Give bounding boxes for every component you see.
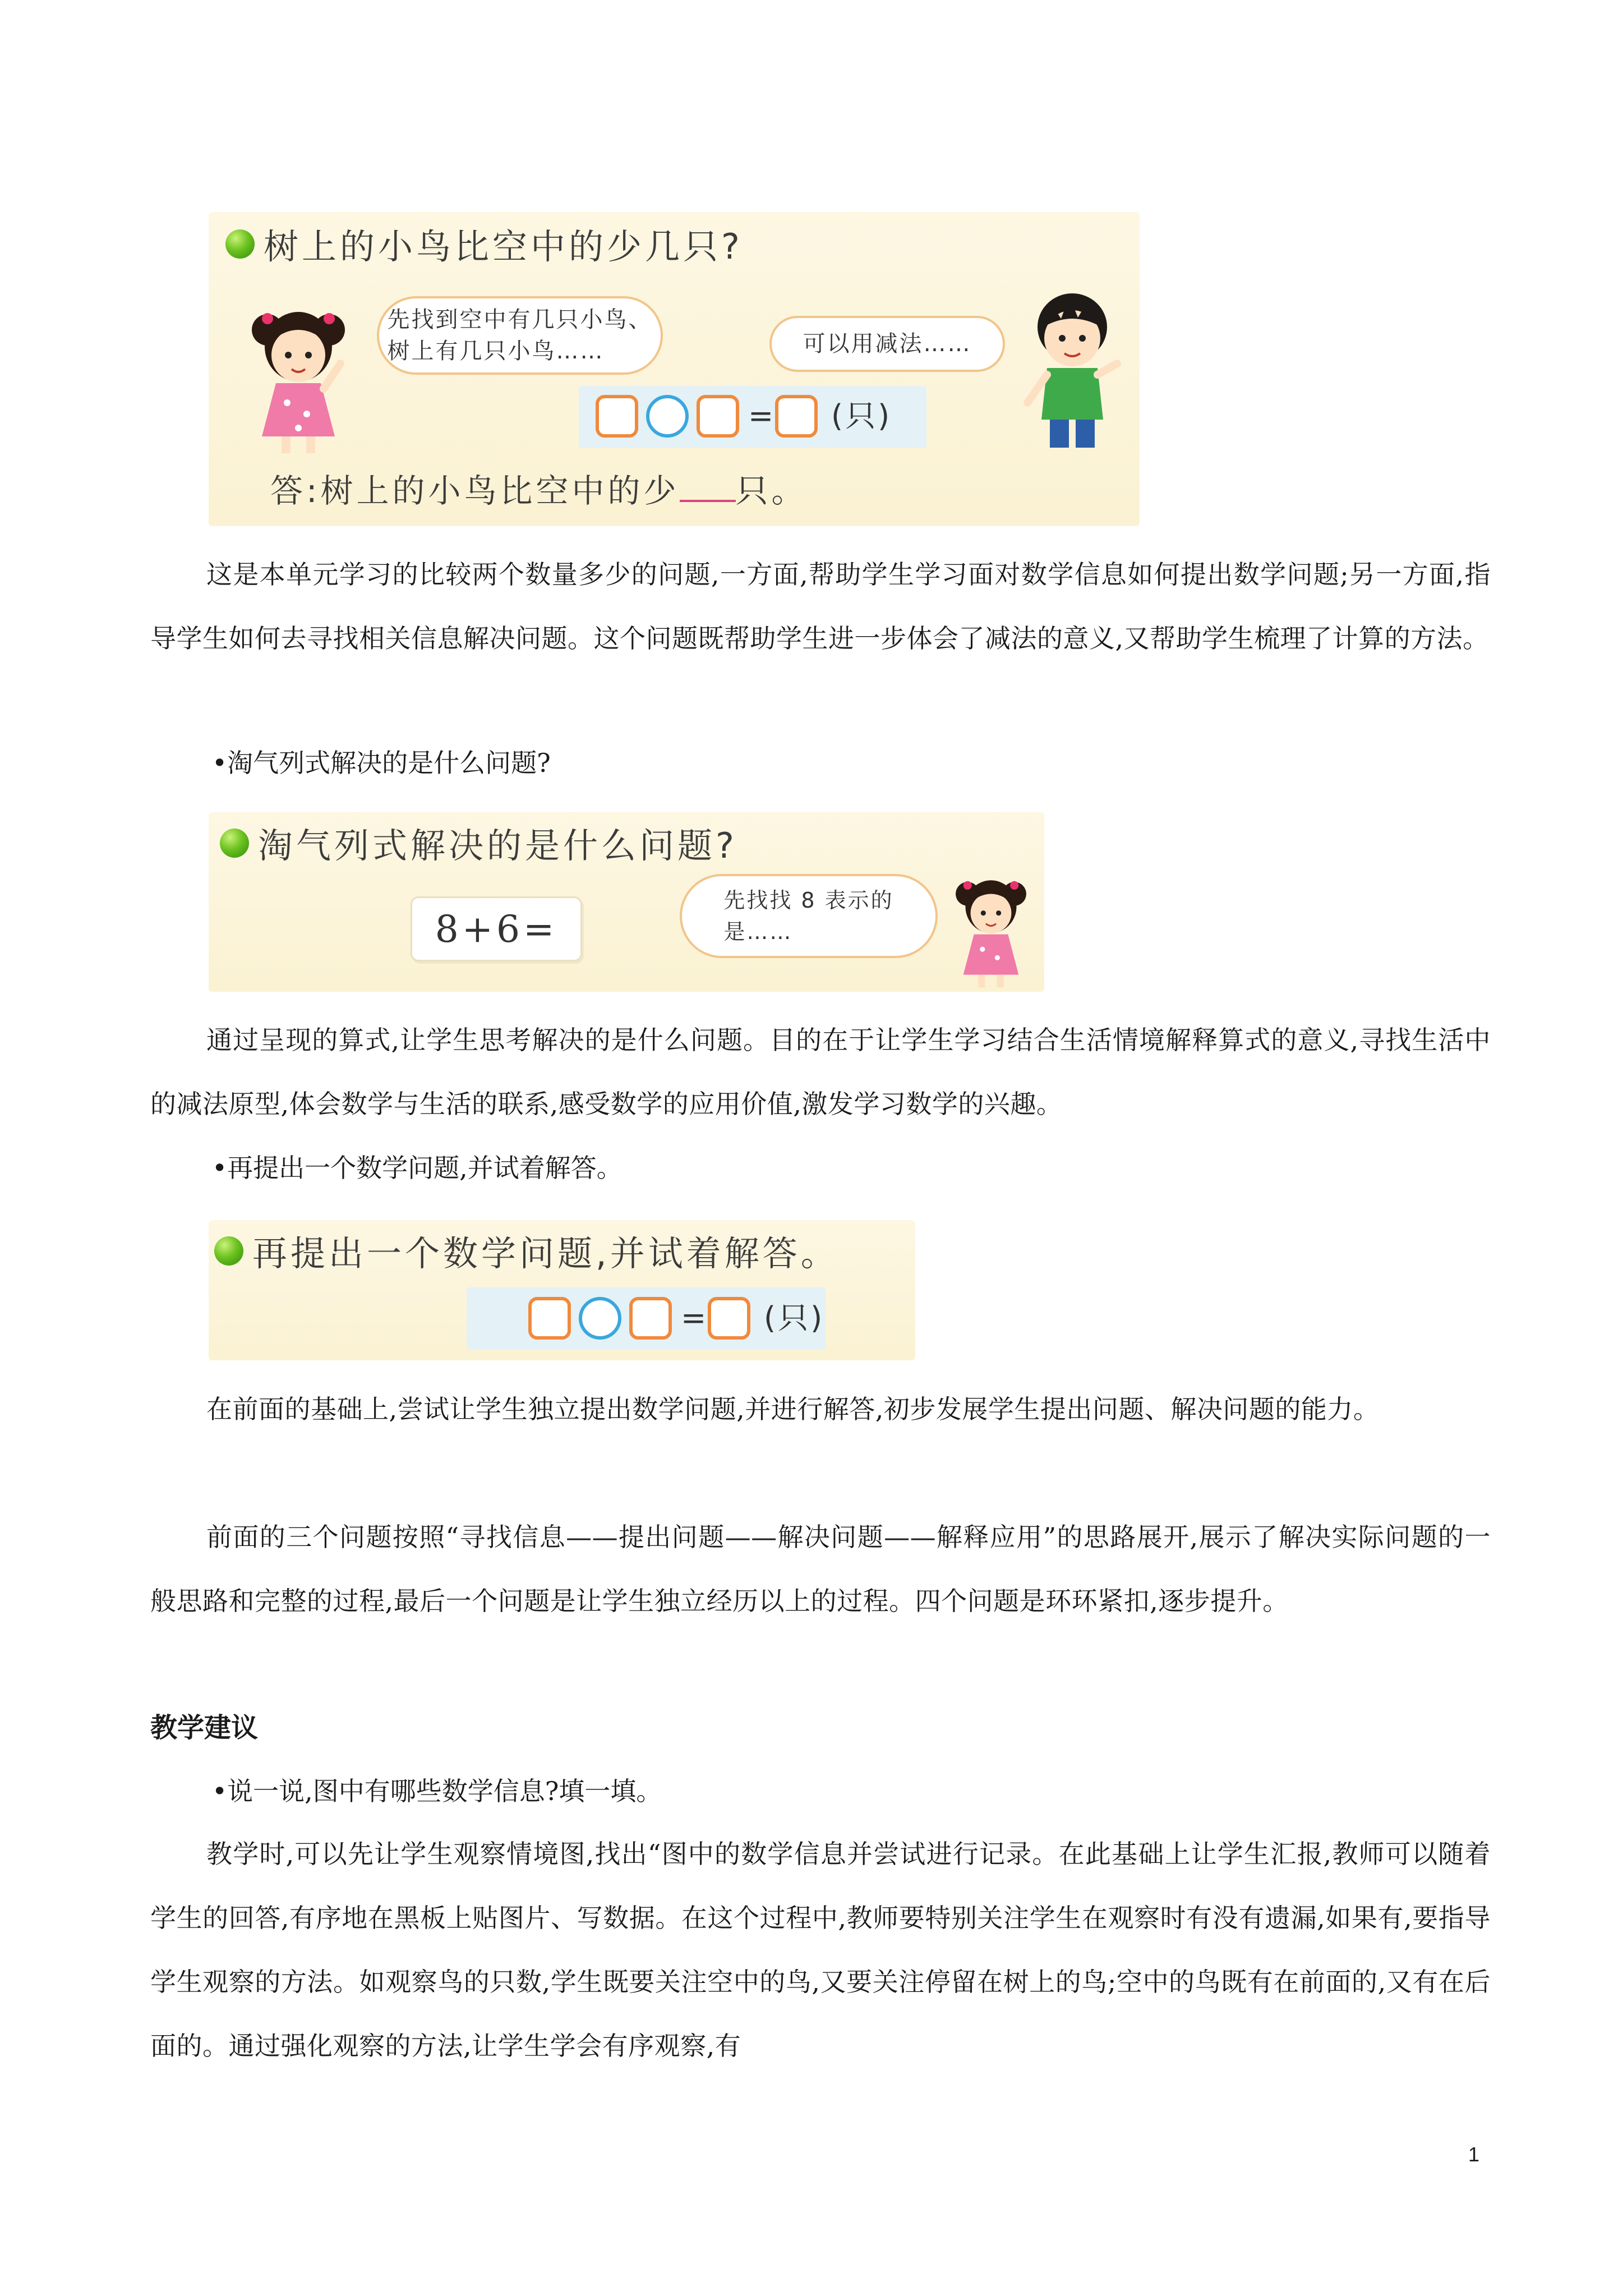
answer-box[interactable] xyxy=(629,1297,672,1340)
boy-character xyxy=(1016,279,1128,453)
panel-1-title xyxy=(225,219,743,269)
paragraph-3: 在前面的基础上,尝试让学生独立提出数学问题,并进行解答,初步发展学生提出问题、解决问题的能力。 xyxy=(206,1394,1380,1424)
green-dot-icon xyxy=(214,1236,243,1266)
girl-character xyxy=(242,296,354,459)
girl-character xyxy=(943,868,1039,992)
formula-card: 8+6= xyxy=(411,896,582,961)
answer-blank[interactable] xyxy=(680,477,736,502)
right-speech-bubble: 可以用减法…… xyxy=(769,316,1005,372)
green-dot-icon xyxy=(225,229,255,259)
speech-bubble: 先找找 8 表示的 是…… xyxy=(680,874,938,958)
result-box[interactable] xyxy=(775,395,818,438)
green-dot-icon xyxy=(220,829,249,858)
panel-2-title xyxy=(220,818,737,868)
unit-label: (只) xyxy=(764,1300,825,1336)
operator-circle[interactable] xyxy=(579,1297,621,1340)
paragraph-1: 这是本单元学习的比较两个数量多少的问题,一方面,帮助学生学习面对数学信息如何提出数学问题;另一方面,指导学生如何去寻找相关信息解决问题。这个问题既帮助学生进一步体会了减法的意义,又帮助学生梳理了计算的方法。 xyxy=(150,559,1491,654)
equals-sign: = xyxy=(748,398,774,434)
paragraph-4: 前面的三个问题按照“寻找信息——提出问题——解决问题——解释应用”的思路展开,展示了解决实际问题的一般思路和完整的过程,最后一个问题是让学生独立经历以上的过程。四个问题是环环紧扣,逐步提升。 xyxy=(150,1522,1491,1616)
equals-sign: = xyxy=(681,1300,707,1336)
section-heading: 教学建议 xyxy=(150,1712,259,1743)
panel-3-title-text: 再提出一个数学问题,并试着解答。 xyxy=(252,1233,839,1274)
bullet-question-2: •再提出一个数学问题,并试着解答。 xyxy=(212,1153,623,1183)
result-box[interactable] xyxy=(708,1297,750,1340)
unit-label: (只) xyxy=(831,398,892,434)
panel-2-title-text: 淘气列式解决的是什么问题? xyxy=(258,825,737,866)
left-speech-bubble: 先找到空中有几只小鸟、 树上有几只小鸟…… xyxy=(377,296,663,375)
answer-box[interactable] xyxy=(528,1297,571,1340)
illustration-panel-3 xyxy=(209,1220,915,1360)
illustration-panel-1 xyxy=(209,212,1140,526)
bullet-question-3: •说一说,图中有哪些数学信息?填一填。 xyxy=(212,1776,662,1806)
bullet-question-1: •淘气列式解决的是什么问题? xyxy=(212,748,551,778)
panel-1-title-text: 树上的小鸟比空中的少几只? xyxy=(264,226,743,267)
operator-circle[interactable] xyxy=(646,395,689,438)
illustration-panel-2 xyxy=(209,812,1044,992)
answer-prefix: 答:树上的小鸟比空中的少 xyxy=(270,472,680,510)
answer-sentence xyxy=(270,464,808,512)
panel-3-title xyxy=(214,1226,839,1276)
paragraph-2: 通过呈现的算式,让学生思考解决的是什么问题。目的在于让学生学习结合生活情境解释算式的意义,寻找生活中的减法原型,体会数学与生活的联系,感受数学的应用价值,激发学习数学的兴趣。 xyxy=(150,1025,1491,1119)
page-number: 1 xyxy=(1468,2143,1480,2166)
answer-box[interactable] xyxy=(596,395,638,438)
paragraph-5: 教学时,可以先让学生观察情境图,找出“图中的数学信息并尝试进行记录。在此基础上让学生汇报,教师可以随着学生的回答,有序地在黑板上贴图片、写数据。在这个过程中,教师要特别关注学生在观察时有没有遗漏,如果有,要指导学生观察的方法。如观察鸟的只数,学生既要关注空中的鸟,又要关注停留在树上的鸟;空中的鸟既有在前面的,又有在后面的。通过强化观察的方法,让学生学会有序观察,有 xyxy=(150,1839,1491,2061)
answer-suffix: 只。 xyxy=(735,472,808,510)
answer-box[interactable] xyxy=(697,395,739,438)
